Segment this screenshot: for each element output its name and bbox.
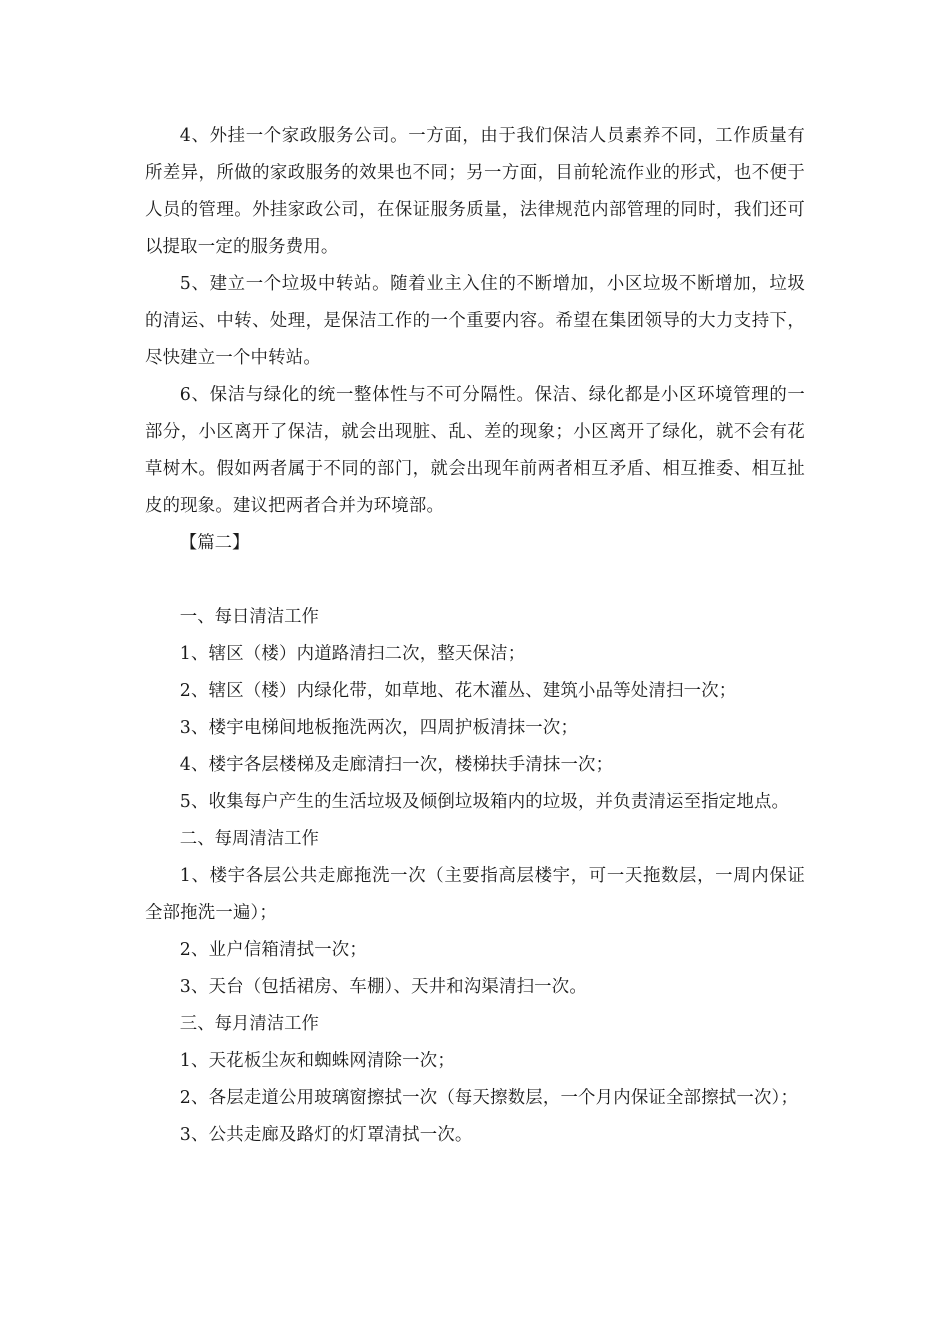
weekly-item: 2、业户信箱清拭一次； xyxy=(179,940,367,960)
paragraph-cleaning-greening: 6、保洁与绿化的统一整体性与不可分隔性。保洁、绿化都是小区环境管理的一部分，小区离开了保洁，就会出现脏、乱、差的现象；小区离开了绿化，就不会有花草树木。假如两者属于不同的部门，就会出现年前两者相互矛盾、相互推委、相互扯皮的现象。建议把两者合并为环境部。 xyxy=(145,385,805,516)
weekly-item: 1、楼宇各层公共走廊拖洗一次（主要指高层楼宇，可一天拖数层，一周内保证全部拖洗一遍）； xyxy=(145,866,805,923)
paragraph-garbage-station: 5、建立一个垃圾中转站。随着业主入住的不断增加，小区垃圾不断增加，垃圾的清运、中转、处理，是保洁工作的一个重要内容。希望在集团领导的大力支持下，尽快建立一个中转站。 xyxy=(145,274,805,368)
daily-item: 2、辖区（楼）内绿化带，如草地、花木灌丛、建筑小品等处清扫一次； xyxy=(179,681,737,701)
monthly-item: 2、各层走道公用玻璃窗擦拭一次（每天擦数层，一个月内保证全部擦拭一次）； xyxy=(179,1088,799,1108)
blank-line xyxy=(145,562,805,599)
daily-item: 3、楼宇电梯间地板拖洗两次，四周护板清抹一次； xyxy=(179,718,579,738)
weekly-heading: 二、每周清洁工作 xyxy=(179,829,319,849)
weekly-item: 3、天台（包括裙房、车棚）、天井和沟渠清扫一次。 xyxy=(179,977,587,997)
section-title: 【篇二】 xyxy=(179,533,250,553)
document-body xyxy=(145,118,805,1154)
monthly-item: 1、天花板尘灰和蜘蛛网清除一次； xyxy=(179,1051,455,1071)
daily-item: 5、收集每户产生的生活垃圾及倾倒垃圾箱内的垃圾，并负责清运至指定地点。 xyxy=(179,792,790,812)
paragraph-family-service: 4、外挂一个家政服务公司。一方面，由于我们保洁人员素养不同，工作质量有所差异，所做的家政服务的效果也不同；另一方面，目前轮流作业的形式，也不便于人员的管理。外挂家政公司，在保证服务质量，法律规范内部管理的同时，我们还可以提取一定的服务费用。 xyxy=(145,126,805,257)
daily-item: 4、楼宇各层楼梯及走廊清扫一次，楼梯扶手清抹一次； xyxy=(179,755,614,775)
monthly-item: 3、公共走廊及路灯的灯罩清拭一次。 xyxy=(179,1125,473,1145)
daily-item: 1、辖区（楼）内道路清扫二次，整天保洁； xyxy=(179,644,526,664)
monthly-heading: 三、每月清洁工作 xyxy=(179,1014,319,1034)
daily-heading: 一、每日清洁工作 xyxy=(179,607,319,627)
